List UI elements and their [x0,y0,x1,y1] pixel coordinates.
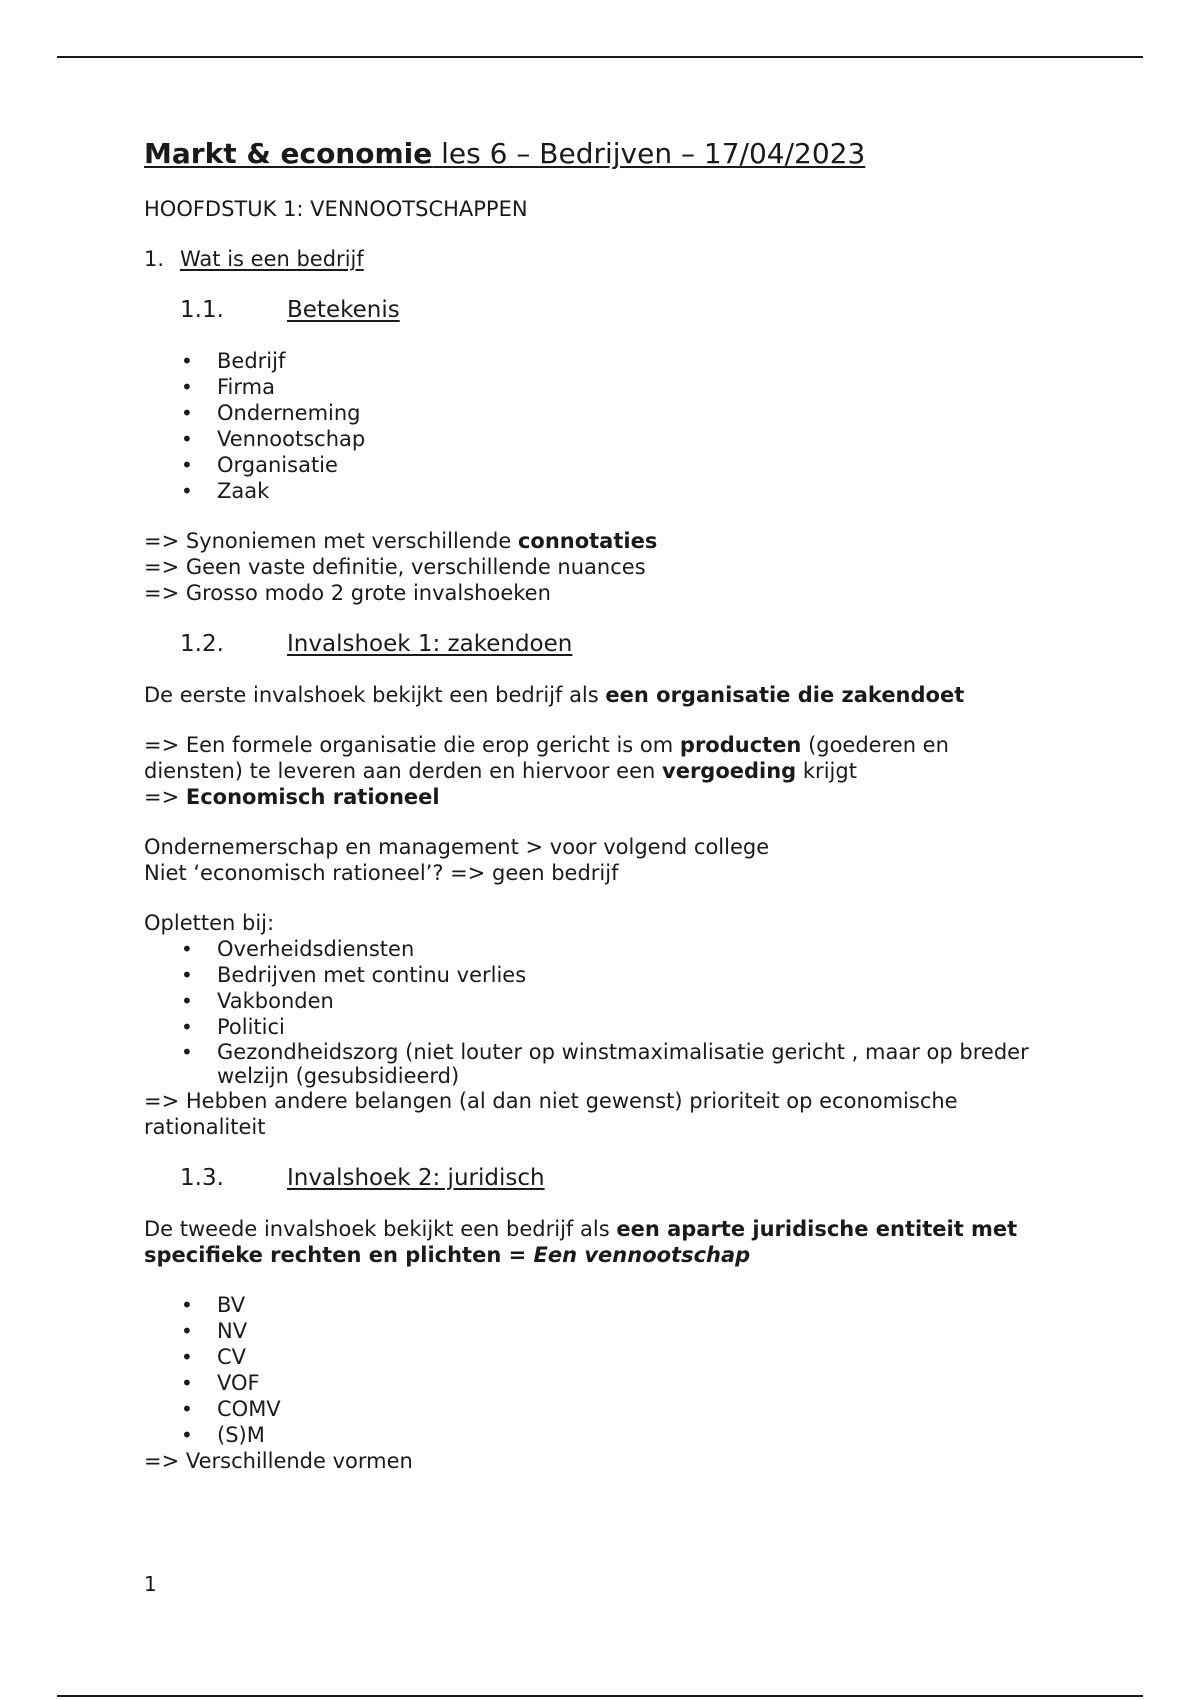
list-item: • COMV [144,1396,1044,1422]
list-item: • Gezondheidszorg (niet louter op winstmaximalisatie gericht , maar op breder welzijn (gesubsidieerd) [144,1040,1044,1088]
paragraph: De tweede invalshoek bekijkt een bedrijf als een aparte juridische entiteit met specifieke rechten en plichten = Een vennootschap [144,1217,1018,1267]
list-item: • Bedrijf [144,348,1044,374]
list-item: • BV [144,1292,1044,1318]
subsection-heading-1-1: 1.1. Betekenis [180,297,400,323]
list-item: • Vennootschap [144,426,1044,452]
list-item: • CV [144,1344,1044,1370]
list-item: • Organisatie [144,452,1044,478]
section-heading-1: 1. Wat is een bedrijf [144,247,364,271]
list-item: • Firma [144,374,1044,400]
note-line: => Geen vaste definitie, verschillende nuances [144,555,646,579]
document-page [144,136,1044,1474]
list-item: • Overheidsdiensten [144,936,1044,962]
paragraph: Niet ‘economisch rationeel’? => geen bedrijf [144,861,619,885]
paragraph: => Verschillende vormen [144,1449,413,1473]
list-item: • Onderneming [144,400,1044,426]
footer-rule [57,1695,1143,1697]
page-number: 1 [144,1572,157,1596]
list-item: • Politici [144,1014,1044,1040]
note-line: => Synoniemen met verschillende connotaties [144,529,658,553]
chapter-heading: HOOFDSTUK 1: VENNOOTSCHAPPEN [144,197,528,221]
exception-list [144,936,1044,1088]
note-line: => Grosso modo 2 grote invalshoeken [144,581,551,605]
subsection-heading-1-2: 1.2. Invalshoek 1: zakendoen [180,631,573,657]
paragraph: Ondernemerschap en management > voor volgend college [144,835,770,859]
list-item: • Bedrijven met continu verlies [144,962,1044,988]
list-item: • NV [144,1318,1044,1344]
paragraph: => Hebben andere belangen (al dan niet gewenst) prioriteit op economische rationaliteit [144,1089,958,1139]
document-title: Markt & economie les 6 – Bedrijven – 17/04/2023 [144,137,866,170]
subsection-heading-1-3: 1.3. Invalshoek 2: juridisch [180,1165,545,1191]
paragraph: => Een formele organisatie die erop gericht is om producten (goederen en diensten) te leveren aan derden en hiervoor een vergoeding krijgt [144,733,949,783]
header-rule [57,56,1143,58]
legal-form-list [144,1292,1044,1448]
list-item: • Zaak [144,478,1044,504]
list-item: • VOF [144,1370,1044,1396]
paragraph: => Economisch rationeel [144,785,440,809]
list-item: • Vakbonden [144,988,1044,1014]
list-item: • (S)M [144,1422,1044,1448]
synonym-list [144,348,1044,504]
paragraph: Opletten bij: [144,911,275,935]
paragraph: De eerste invalshoek bekijkt een bedrijf als een organisatie die zakendoet [144,683,965,707]
